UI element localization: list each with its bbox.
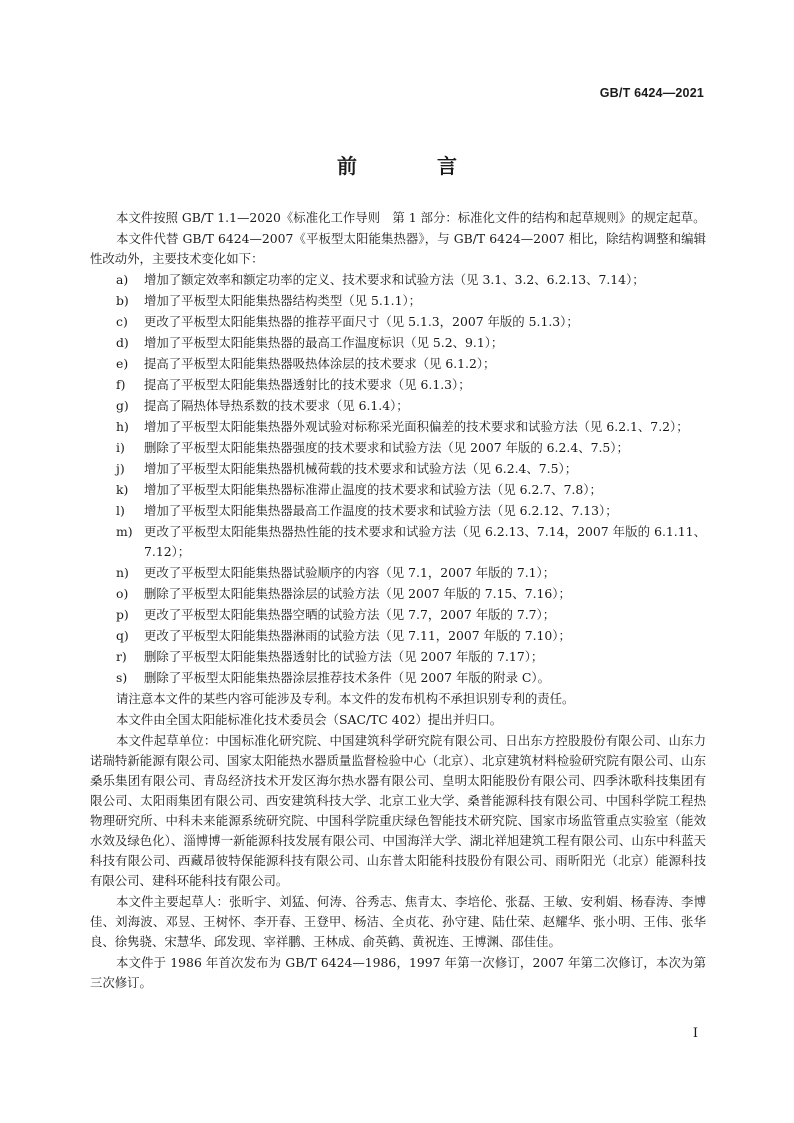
list-item (90, 626, 706, 646)
list-item-label: h) (116, 419, 129, 434)
list-item-label: i) (116, 440, 125, 455)
list-item-text: 提高了平板型太阳能集热器透射比的技术要求（见 6.1.3）； (144, 377, 471, 392)
paragraph-replacement: 本文件代替 GB/T 6424—2007《平板型太阳能集热器》，与 GB/T 6424—2007 相比，除结构调整和编辑性改动外，主要技术变化如下： (90, 231, 706, 266)
list-item-text: 更改了平板型太阳能集热器的推荐平面尺寸（见 5.1.3，2007 年版的 5.1.3）； (144, 314, 579, 329)
list-item (90, 333, 706, 353)
paragraph-drafting-units: 本文件起草单位：中国标准化研究院、中国建筑科学研究院有限公司、日出东方控股股份有限公司、山东力诺瑞特新能源有限公司、国家太阳能热水器质量监督检验中心（北京）、北京建筑材料检验研究院有限公司、山东桑乐集团有限公司、青岛经济技术开发区海尔热水器有限公司、皇明太阳能股份有限公司、四季沐歌科技集团有限公司、太阳雨集团有限公司、西安建筑科技大学、北京工业大学、桑普能源科技有限公司、中国科学院工程热物理研究所、中科未来能源系统研究院、中国科学院重庆绿色智能技术研究院、国家市场监管重点实验室（能效水效及绿色化）、淄博博一新能源科技发展有限公司、中国海洋大学、湖北祥旭建筑工程有限公司、山东中科蓝天科技有限公司、西藏昂彼特保能源科技有限公司、山东普太阳能科技股份有限公司、雨昕阳光（北京）能源科技有限公司、建科环能科技有限公司。 (90, 733, 706, 888)
list-item-text: 更改了平板型太阳能集热器热性能的技术要求和试验方法（见 6.2.13、7.14，2007 年版的 6.1.11、7.12）； (144, 524, 706, 559)
list-item-label: p) (116, 607, 129, 622)
list-item (90, 312, 706, 332)
list-item (90, 501, 706, 521)
paragraph-drafters: 本文件主要起草人：张昕宇、刘猛、何涛、谷秀志、焦青太、李培伦、张磊、王敏、安利娟、杨春涛、李博佳、刘海波、邓昱、王树怀、李开春、王登甲、杨洁、全贞花、孙守建、陆仕荣、赵耀华、张小明、王伟、张华良、徐隽骁、宋慧华、邱发现、宰祥鹏、王林成、俞英鹤、黄祝连、王博渊、邵佳佳。 (90, 894, 706, 949)
paragraph-proposer: 本文件由全国太阳能标准化技术委员会（SAC/TC 402）提出并归口。 (116, 712, 503, 727)
list-item (90, 438, 706, 458)
list-item (90, 417, 706, 437)
list-item-label: e) (116, 356, 129, 371)
list-item (90, 354, 706, 374)
list-item-label: r) (116, 649, 127, 664)
list-item-text: 增加了平板型太阳能集热器的最高工作温度标识（见 5.2、9.1）； (144, 335, 504, 350)
list-item (90, 480, 706, 500)
list-item (90, 605, 706, 625)
list-item-label: l) (116, 503, 125, 518)
list-item-text: 增加了平板型太阳能集热器最高工作温度的技术要求和试验方法（见 6.2.12、7.13）； (144, 503, 618, 518)
list-item-label: n) (116, 565, 129, 580)
list-item (90, 647, 706, 667)
list-item-label: j) (116, 461, 125, 476)
list-item-text: 删除了平板型太阳能集热器涂层推荐技术条件（见 2007 年版的附录 C）。 (144, 670, 550, 685)
list-item (90, 270, 706, 290)
paragraph-drafting-rules: 本文件按照 GB/T 1.1—2020《标准化工作导则 第 1 部分：标准化文件的结构和起草规则》的规定起草。 (116, 210, 706, 225)
list-item (90, 668, 706, 688)
list-item (90, 291, 706, 311)
paragraph-patent-notice: 请注意本文件的某些内容可能涉及专利。本文件的发布机构不承担识别专利的责任。 (116, 691, 575, 706)
list-item-text: 增加了平板型太阳能集热器外观试验对标称采光面积偏差的技术要求和试验方法（见 6.2.1、7.2）； (144, 419, 689, 434)
list-item-label: c) (116, 314, 128, 329)
changes-list (90, 270, 706, 688)
list-item-label: m) (116, 524, 133, 539)
list-item-label: b) (116, 293, 129, 308)
list-item-label: k) (116, 482, 129, 497)
list-item-label: o) (116, 586, 129, 601)
list-item-text: 增加了平板型太阳能集热器机械荷载的技术要求和试验方法（见 6.2.4、7.5）； (144, 461, 578, 476)
list-item-text: 更改了平板型太阳能集热器淋雨的试验方法（见 7.11，2007 年版的 7.10）； (144, 628, 571, 643)
list-item (90, 459, 706, 479)
list-item (90, 584, 706, 604)
page-title: 前 言 (337, 154, 487, 178)
list-item-label: d) (116, 335, 129, 350)
list-item-text: 更改了平板型太阳能集热器空晒的试验方法（见 7.7，2007 年版的 7.7）； (144, 607, 556, 622)
list-item (90, 522, 706, 562)
list-item-text: 更改了平板型太阳能集热器试验顺序的内容（见 7.1，2007 年版的 7.1）； (144, 565, 556, 580)
list-item (90, 375, 706, 395)
list-item-label: q) (116, 628, 129, 643)
page-number: I (692, 1026, 698, 1041)
list-item (90, 396, 706, 416)
list-item-label: s) (116, 670, 128, 685)
list-item-label: a) (116, 272, 129, 287)
list-item-text: 提高了隔热体导热系数的技术要求（见 6.1.4）； (144, 398, 409, 413)
standard-number: GB/T 6424—2021 (599, 86, 704, 100)
list-item-text: 删除了平板型太阳能集热器强度的技术要求和试验方法（见 2007 年版的 6.2.4、7.5）； (144, 440, 629, 455)
paragraph-revision-history: 本文件于 1986 年首次发布为 GB/T 6424—1986，1997 年第一次修订，2007 年第二次修订，本次为第三次修订。 (90, 955, 706, 990)
list-item-label: g) (116, 398, 129, 413)
list-item (90, 563, 706, 583)
list-item-text: 增加了额定效率和额定功率的定义、技术要求和试验方法（见 3.1、3.2、6.2.13、7.14）； (144, 272, 645, 287)
list-item-text: 删除了平板型太阳能集热器涂层的试验方法（见 2007 年版的 7.15、7.16）； (144, 586, 571, 601)
foreword-body (90, 208, 706, 994)
list-item-label: f) (116, 377, 126, 392)
list-item-text: 提高了平板型太阳能集热器吸热体涂层的技术要求（见 6.1.2）； (144, 356, 496, 371)
list-item-text: 增加了平板型太阳能集热器结构类型（见 5.1.1）； (144, 293, 422, 308)
list-item-text: 增加了平板型太阳能集热器标准滞止温度的技术要求和试验方法（见 6.2.7、7.8）； (144, 482, 602, 497)
list-item-text: 删除了平板型太阳能集热器透射比的试验方法（见 2007 年版的 7.17）； (144, 649, 544, 664)
